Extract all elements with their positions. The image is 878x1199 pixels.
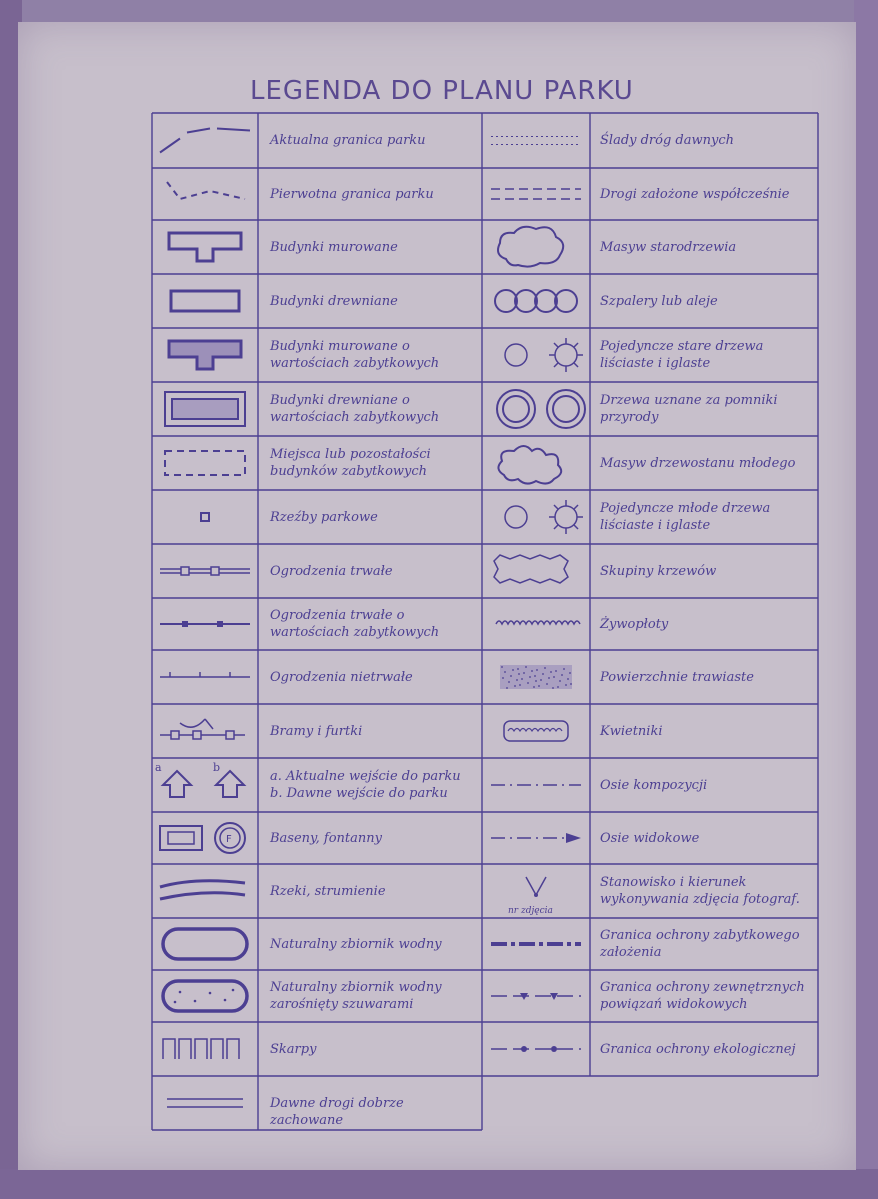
conifer-tree — [555, 344, 577, 366]
left-item-label: Skarpy — [270, 1041, 317, 1057]
right-item-label: Powierzchnie trawiaste — [600, 669, 754, 685]
left-item-label: Ogrodzenia trwałe — [270, 563, 393, 579]
entrance-a-mark: a — [155, 761, 162, 774]
grass-dot — [559, 680, 561, 682]
reed-dot — [174, 1001, 177, 1004]
grass-dot — [527, 682, 529, 684]
fence-post — [182, 621, 188, 627]
monument-tree-inner — [503, 396, 529, 422]
reed-dot — [209, 992, 212, 995]
entrance-b-arrow — [216, 771, 244, 797]
grass-dot — [540, 679, 542, 681]
river-line — [160, 893, 245, 899]
original-boundary-symbol — [167, 182, 245, 199]
grass-dot — [546, 683, 548, 685]
reed-dot — [232, 989, 235, 992]
avenue-tree — [535, 290, 557, 312]
grass-dot — [550, 671, 552, 673]
conifer-spike — [574, 363, 578, 367]
reed-dot — [224, 999, 227, 1002]
fountain-mark: F — [226, 834, 232, 845]
right-item-label: Drogi założone współcześnie — [600, 186, 790, 202]
left-item-label: a. Aktualne wejście do parku b. Dawne wejście do parku — [270, 769, 461, 801]
right-item-label: Pojedyncze młode drzewa liściaste i iglaste — [600, 501, 771, 533]
left-item-label: Budynki drewniane — [270, 293, 398, 309]
grass-dot — [516, 679, 518, 681]
grass-dot — [552, 687, 554, 689]
overgrown-water-symbol — [163, 981, 247, 1011]
grass-dot — [529, 676, 531, 678]
escarpment-tooth — [163, 1039, 175, 1059]
grass-area — [500, 665, 572, 689]
reed-dot — [179, 991, 182, 994]
grass-dot — [533, 686, 535, 688]
young-stand-symbol — [498, 446, 561, 484]
fence-post — [211, 567, 219, 575]
grass-dot — [502, 677, 504, 679]
escarpment-tooth — [227, 1039, 239, 1059]
historic-masonry-symbol — [169, 341, 241, 369]
left-item-label: Rzeźby parkowe — [270, 509, 378, 525]
photo-station-symbol — [526, 877, 546, 895]
grass-dot — [514, 685, 516, 687]
right-item-label: Osie widokowe — [600, 830, 700, 846]
right-item-label: Ślady dróg dawnych — [600, 133, 734, 148]
gate-post — [226, 731, 234, 739]
avenue-tree — [495, 290, 517, 312]
hedge-symbol — [496, 621, 580, 624]
masonry-building-symbol — [169, 233, 241, 261]
left-item-label: Budynki drewniane o wartościach zabytkowych — [270, 393, 440, 425]
left-item-label: Bramy i furtki — [270, 723, 363, 739]
pool-outer — [160, 826, 202, 850]
grass-dot — [553, 676, 555, 678]
river-line — [160, 881, 245, 887]
right-item-label: Granica ochrony zewnętrznych powiązań widokowych — [600, 980, 805, 1012]
young-conifer — [555, 506, 577, 528]
view-axis-arrowhead — [566, 833, 581, 843]
avenue-tree — [555, 290, 577, 312]
grass-dot — [512, 669, 514, 671]
grass-dot — [565, 684, 567, 686]
young-conifer-spike — [554, 505, 558, 509]
gate-post — [171, 731, 179, 739]
left-item-label: Ogrodzenia trwałe o wartościach zabytkowych — [270, 608, 440, 640]
conifer-spike — [554, 343, 558, 347]
deciduous-tree — [505, 344, 527, 366]
historic-wooden-inner — [172, 399, 238, 419]
old-tree-mass-symbol — [498, 227, 563, 267]
escarpment-tooth — [195, 1039, 207, 1059]
left-item-label: Budynki murowane o wartościach zabytkowych — [270, 339, 440, 371]
right-item-label: Granica ochrony ekologicznej — [600, 1041, 796, 1057]
right-item-label: Granica ochrony zabytkowego założenia — [600, 928, 800, 960]
fence-post — [217, 621, 223, 627]
left-item-label: Rzeki, strumienie — [270, 883, 386, 899]
right-item-label: Masyw starodrzewia — [600, 239, 737, 255]
grass-dot — [508, 681, 510, 683]
conifer-spike — [574, 343, 578, 347]
grass-dot — [506, 687, 508, 689]
young-conifer-spike — [574, 525, 578, 529]
young-deciduous — [505, 506, 527, 528]
escarpment-tooth — [211, 1039, 223, 1059]
right-item-label: Masyw drzewostanu młodego — [600, 455, 796, 471]
wooden-building-symbol — [171, 291, 239, 311]
right-item-label: Pojedyncze stare drzewa liściaste i iglaste — [600, 339, 764, 371]
reed-dot — [194, 1000, 197, 1003]
view-boundary-triangle — [550, 993, 558, 1000]
grass-dot — [561, 674, 563, 676]
grass-dot — [517, 668, 519, 670]
grass-dot — [501, 666, 503, 668]
left-item-label: Budynki murowane — [270, 239, 398, 255]
grass-dot — [538, 685, 540, 687]
monument-conifer-inner — [553, 396, 579, 422]
remains-symbol — [165, 451, 245, 475]
grass-dot — [544, 667, 546, 669]
grass-dot — [570, 683, 572, 685]
grass-dot — [569, 672, 571, 674]
left-item-label: Pierwotna granica parku — [270, 186, 434, 202]
shrub-group-symbol — [494, 555, 568, 583]
eco-boundary-dot — [551, 1046, 557, 1052]
flowerbed-pattern — [508, 729, 562, 732]
escarpment-tooth — [179, 1039, 191, 1059]
avenue-tree — [515, 290, 537, 312]
grass-dot — [531, 670, 533, 672]
fence-post — [181, 567, 189, 575]
grass-dot — [518, 673, 520, 675]
pool-inner — [168, 832, 194, 844]
eco-boundary-dot — [521, 1046, 527, 1052]
sculpture-symbol — [201, 513, 209, 521]
right-item-label: Drzewa uznane za pomniki przyrody — [600, 393, 778, 425]
water-body-symbol — [163, 929, 247, 959]
grass-dot — [521, 678, 523, 680]
left-item-label: Baseny, fontanny — [270, 830, 382, 846]
left-item-label: Naturalny zbiornik wodny — [270, 936, 442, 952]
photo-station-point — [534, 893, 538, 897]
grass-dot — [523, 672, 525, 674]
grass-dot — [542, 673, 544, 675]
right-item-label: Szpalery lub aleje — [600, 293, 718, 309]
grass-dot — [504, 671, 506, 673]
grass-dot — [536, 669, 538, 671]
current-boundary-symbol — [160, 129, 250, 153]
left-item-label: Miejsca lub pozostałości budynków zabytkowych — [270, 447, 431, 479]
legend-title: LEGENDA DO PLANU PARKU — [250, 76, 634, 106]
gate-post — [193, 731, 201, 739]
grass-dot — [510, 675, 512, 677]
grass-dot — [555, 670, 557, 672]
grass-dot — [548, 677, 550, 679]
entrance-b-mark: b — [213, 761, 221, 774]
grass-dot — [557, 686, 559, 688]
photo-caption: nr zdjęcia — [508, 906, 553, 916]
gate-swing — [180, 719, 213, 729]
left-item-label: Ogrodzenia nietrwałe — [270, 669, 413, 685]
left-item-label: Aktualna granica parku — [270, 133, 426, 148]
right-item-label: Kwietniki — [600, 723, 663, 739]
right-item-label: Osie kompozycji — [600, 777, 708, 793]
young-conifer-spike — [554, 525, 558, 529]
grass-dot — [519, 684, 521, 686]
entrance-a-arrow — [163, 771, 191, 797]
conifer-spike — [554, 363, 558, 367]
grass-dot — [535, 680, 537, 682]
right-item-label: Stanowisko i kierunek wykonywania zdjęcia fotograf. — [600, 875, 800, 907]
grass-dot — [563, 668, 565, 670]
left-item-label: Naturalny zbiornik wodny zarośnięty szuwarami — [270, 980, 442, 1012]
right-item-label: Żywopłoty — [600, 616, 669, 632]
right-item-label: Skupiny krzewów — [600, 563, 717, 579]
grass-dot — [534, 675, 536, 677]
young-conifer-spike — [574, 505, 578, 509]
grass-dot — [567, 678, 569, 680]
grass-dot — [525, 666, 527, 668]
left-item-label: Dawne drogi dobrze zachowane — [270, 1095, 404, 1128]
